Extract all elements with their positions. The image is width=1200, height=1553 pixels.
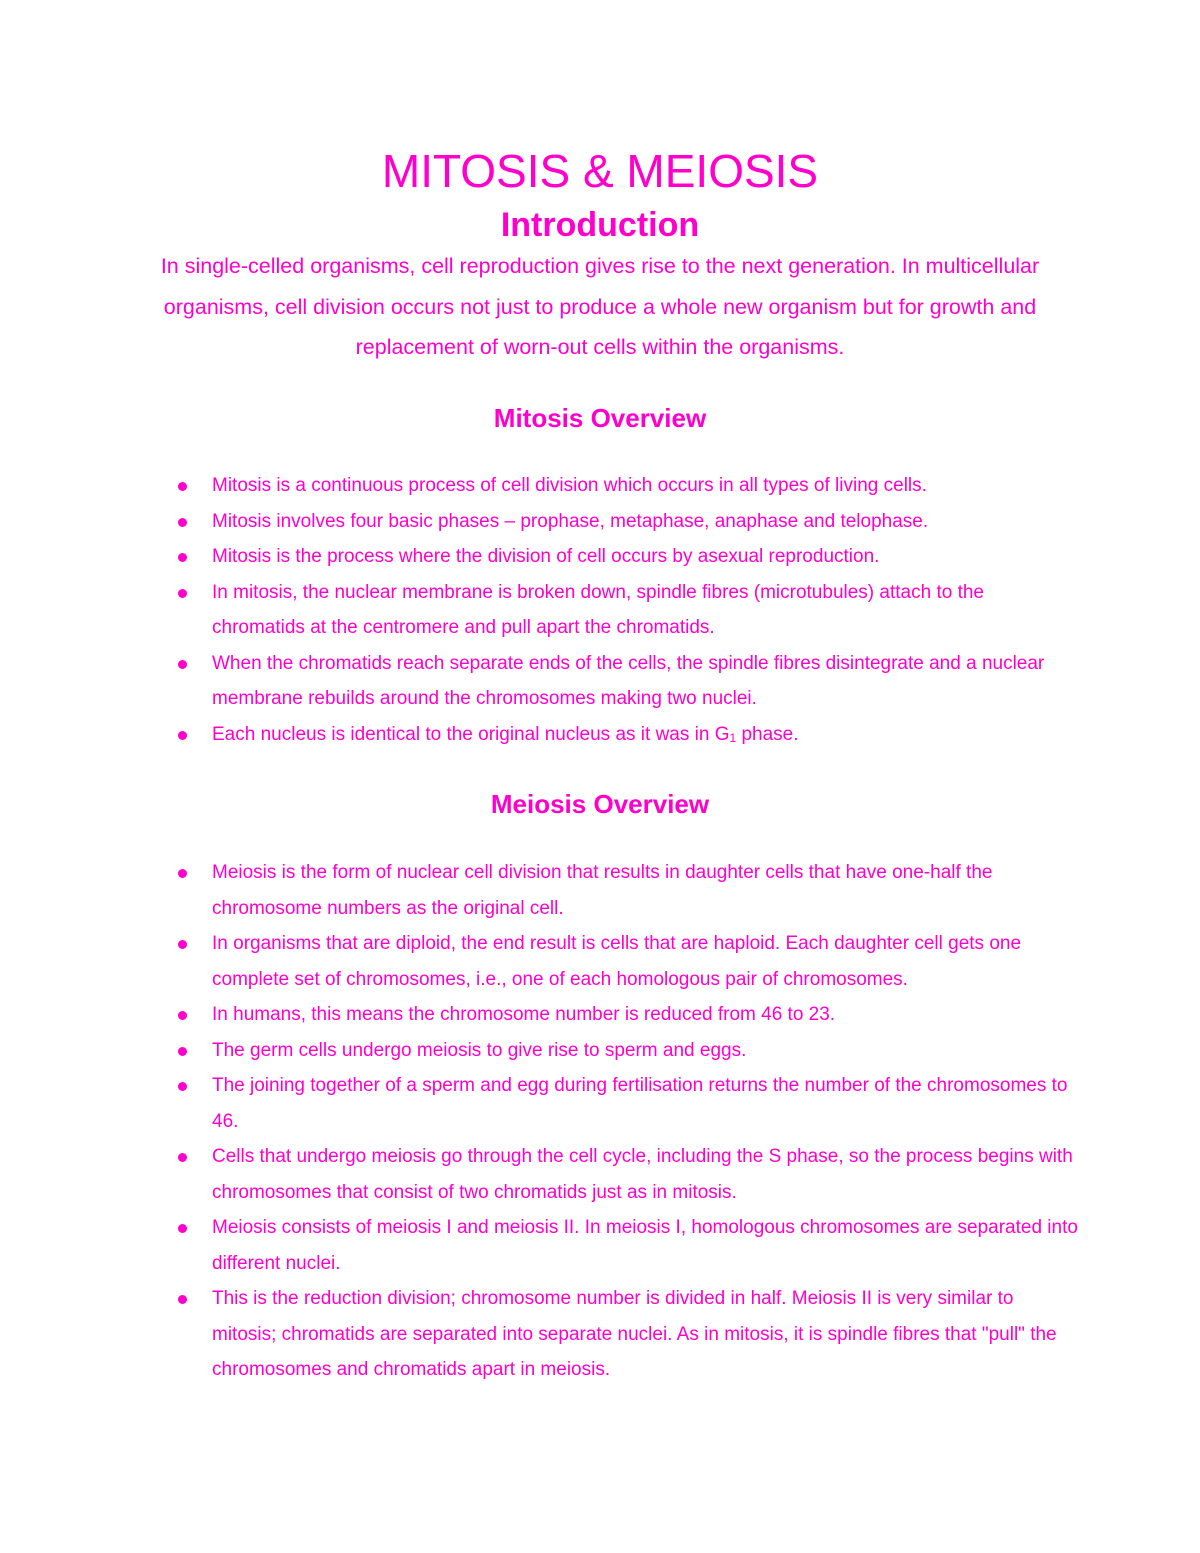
list-item-text: When the chromatids reach separate ends of the cells, the spindle fibres disintegrate and a nuclear membrane rebuilds around the chromosomes making two nuclei.	[212, 652, 1045, 709]
meiosis-overview-heading: Meiosis Overview	[490, 789, 710, 819]
mitosis-bullet-list	[0, 468, 1200, 756]
list-item-text: The germ cells undergo meiosis to give rise to sperm and eggs.	[212, 1039, 747, 1061]
list-item-text: Mitosis involves four basic phases – prophase, metaphase, anaphase and telophase.	[212, 510, 929, 532]
bullet-dot-icon	[178, 589, 187, 598]
bullet-dot-icon	[178, 482, 187, 491]
list-item-text: In mitosis, the nuclear membrane is broken down, spindle fibres (microtubules) attach to the chromatids at the centromere and pull apart the chromatids.	[212, 581, 984, 638]
list-item	[0, 504, 1200, 540]
list-item	[0, 1068, 1200, 1139]
list-item-text: Meiosis is the form of nuclear cell division that results in daughter cells that have one-half the chromosome numbers as the original cell.	[212, 862, 993, 919]
bullet-dot-icon	[178, 660, 187, 669]
list-item-text: This is the reduction division; chromosome number is divided in half. Meiosis II is very similar to mitosis; chromatids are separated into separate nuclei. As in mitosis, it is spindle fibres that "pull" the chromosomes and chromatids apart in meiosis.	[212, 1288, 1057, 1380]
bullet-dot-icon	[178, 731, 187, 740]
document-title: MITOSIS & MEIOSIS	[381, 145, 819, 197]
bullet-dot-icon	[178, 1153, 187, 1162]
list-item-text: Mitosis is a continuous process of cell division which occurs in all types of living cells.	[212, 475, 927, 496]
introduction-heading: Introduction	[500, 206, 700, 244]
list-item	[0, 717, 1200, 757]
bullet-dot-icon	[178, 1295, 187, 1304]
mitosis-overview-heading: Mitosis Overview	[493, 403, 707, 433]
bullet-dot-icon	[178, 1047, 187, 1056]
introduction-paragraph: In single-celled organisms, cell reproduction gives rise to the next generation. In multicellular organisms, cell division occurs not just to produce a whole new organism but for growth and replacement of worn-out cells within the organisms.	[160, 254, 1040, 359]
list-item-text: Mitosis is the process where the division of cell occurs by asexual reproduction.	[212, 546, 880, 567]
list-item-subscript: 1	[729, 730, 737, 745]
list-item-text: Cells that undergo meiosis go through the cell cycle, including the S phase, so the process begins with chromosomes that consist of two chromatids just as in mitosis.	[212, 1146, 1073, 1203]
bullet-dot-icon	[178, 1082, 187, 1091]
list-item	[0, 646, 1200, 717]
list-item	[0, 468, 1200, 504]
list-item	[0, 926, 1200, 997]
list-item	[0, 1210, 1200, 1281]
list-item	[0, 855, 1200, 926]
list-item	[0, 1281, 1200, 1388]
bullet-dot-icon	[178, 518, 187, 527]
bullet-dot-icon	[178, 1224, 187, 1233]
list-item-text: In humans, this means the chromosome number is reduced from 46 to 23.	[212, 1004, 836, 1025]
bullet-dot-icon	[178, 553, 187, 562]
bullet-dot-icon	[178, 1011, 187, 1020]
list-item	[0, 1033, 1200, 1069]
list-item-text: Meiosis consists of meiosis I and meiosis II. In meiosis I, homologous chromosomes are separated into different nuclei.	[212, 1217, 1078, 1274]
list-item-text: In organisms that are diploid, the end result is cells that are haploid. Each daughter cell gets one complete set of chromosomes, i.e., one of each homologous pair of chromosomes.	[212, 933, 1022, 990]
list-item	[0, 1139, 1200, 1210]
meiosis-bullet-list	[0, 855, 1200, 1388]
bullet-dot-icon	[178, 869, 187, 878]
bullet-dot-icon	[178, 940, 187, 949]
list-item	[0, 575, 1200, 646]
list-item-text: The joining together of a sperm and egg during fertilisation returns the number of the chromosomes to 46.	[212, 1075, 1068, 1132]
list-item	[0, 997, 1200, 1033]
list-item-text-suffix: phase.	[736, 723, 799, 745]
list-item-text-prefix: Each nucleus is identical to the original nucleus as it was in G	[212, 723, 730, 745]
list-item	[0, 539, 1200, 575]
